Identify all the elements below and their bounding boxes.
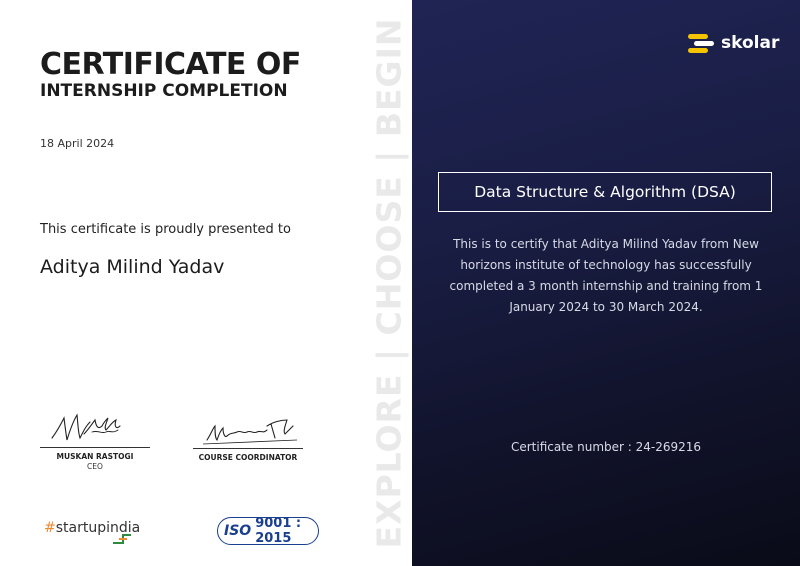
signatory-name: MUSKAN RASTOGI — [56, 452, 134, 461]
right-panel — [412, 0, 800, 566]
signatory-role: CEO — [87, 462, 103, 471]
vertical-banner — [364, 0, 414, 566]
signature-line — [193, 448, 303, 449]
left-panel — [0, 0, 372, 566]
startup-text: startupindia — [55, 520, 141, 536]
iso-badge — [217, 517, 319, 545]
startup-india-accent-icon — [111, 533, 133, 545]
vertical-motto: EXPLORE | CHOOSE | BEGIN — [369, 17, 409, 549]
course-title: Data Structure & Algorithm (DSA) — [474, 183, 736, 201]
signature-muhammed-taib-image — [193, 410, 303, 448]
certificate-subtitle: INTERNSHIP COMPLETION — [40, 81, 288, 101]
startup-hash: # — [44, 520, 56, 536]
signature-block-coordinator — [193, 410, 303, 470]
brand-name: skolar — [721, 33, 780, 53]
signature-block-ceo — [40, 400, 150, 472]
course-title-box — [438, 172, 772, 212]
certificate-number: Certificate number : 24-269216 — [510, 440, 702, 454]
certificate-title: CERTIFICATE OF — [40, 47, 301, 82]
certification-statement: This is to certify that Aditya Milind Yadav from New horizons institute of technology has successfully completed a 3 month internship and training from 1 January 2024 to 30 March 2024. — [449, 237, 763, 314]
presented-text: This certificate is proudly presented to — [40, 222, 291, 237]
signature-line — [40, 447, 150, 448]
signatory-name: COURSE COORDINATOR — [198, 453, 298, 462]
iso-label: ISO — [224, 523, 252, 539]
issue-date: 18 April 2024 — [40, 137, 115, 150]
recipient-name: Aditya Milind Yadav — [40, 256, 225, 278]
iso-number: 9001 : 2015 — [255, 516, 302, 546]
skolar-logo-icon — [686, 32, 716, 54]
signature-muskan-rastogi-image — [40, 400, 150, 448]
brand-logo — [686, 32, 779, 54]
